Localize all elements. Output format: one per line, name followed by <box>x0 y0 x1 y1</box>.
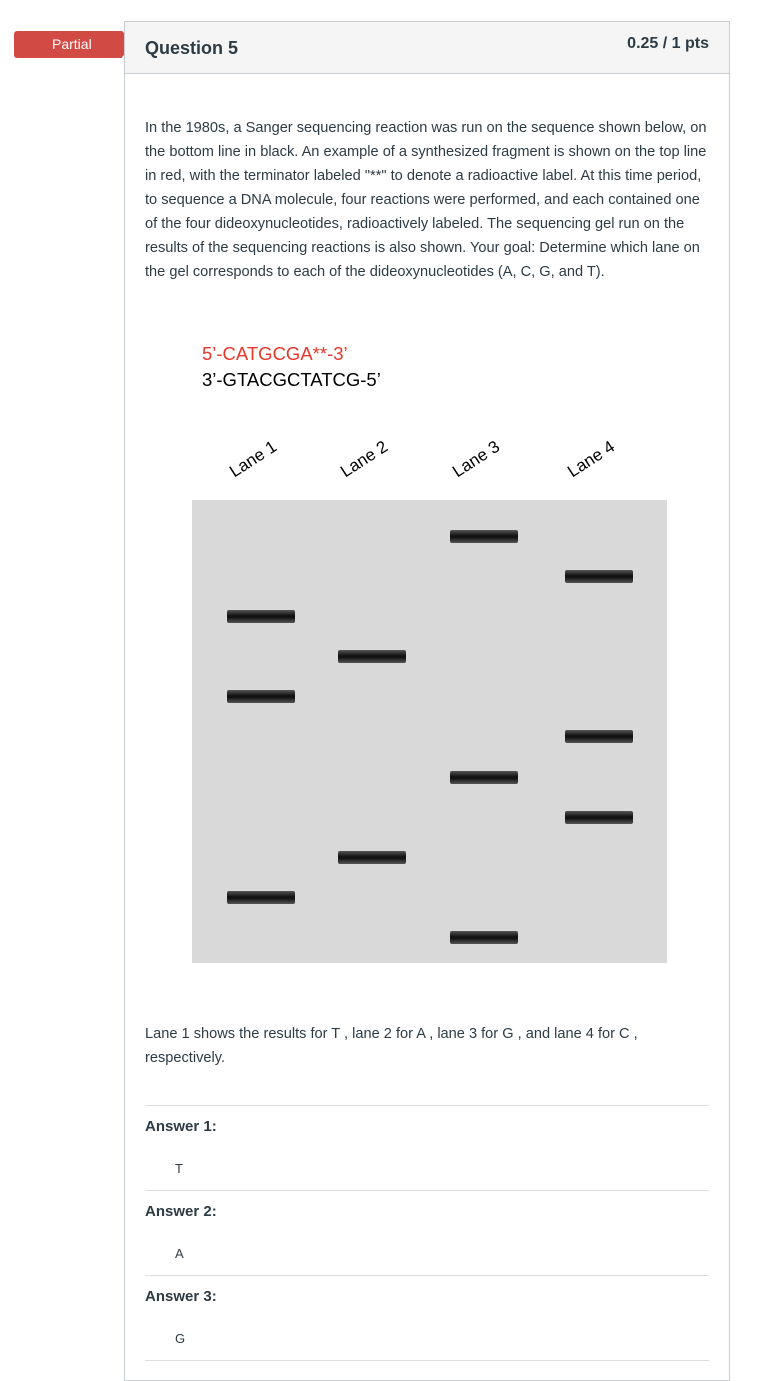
gel-band-lane4 <box>565 730 633 743</box>
gel-band-lane1 <box>227 891 295 904</box>
question-text: In the 1980s, a Sanger sequencing reaction was run on the sequence shown below, on the bottom line in black. An example of a synthesized fragment is shown on the top line in red, with the terminator labeled "**" to denote a radioactive label. At this time period, to sequence a DNA molecule, four reactions were performed, and each contained one of the four dideoxynucleotides, radioactively labeled. The sequencing gel run on the results of the sequencing reactions is also shown. Your goal: Determine which lane on the gel corresponds to each of the dideoxynucleotides (A, C, G, and T). <box>145 120 707 280</box>
sequencing-gel <box>192 500 667 963</box>
gel-band-lane2 <box>338 851 406 864</box>
sequence-bottom-template: 3’-GTACGCTATCG-5’ <box>202 369 381 390</box>
question-header <box>125 22 729 74</box>
answer-label: Answer 3: <box>145 1288 217 1305</box>
gel-band-lane1 <box>227 690 295 703</box>
partial-badge: Partial <box>14 31 122 58</box>
answer-divider <box>145 1360 709 1361</box>
answer-block-2 <box>145 1190 709 1276</box>
gel-band-lane2 <box>338 650 406 663</box>
lane-label-4: Lane 4 <box>564 436 619 482</box>
result-text: Lane 1 shows the results for T , lane 2 for A , lane 3 for G , and lane 4 for C , respectively. <box>145 1026 638 1066</box>
gel-band-lane3 <box>450 771 518 784</box>
question-card <box>124 21 730 1381</box>
lane-label-2: Lane 2 <box>337 436 392 482</box>
question-title: Question 5 <box>145 38 239 58</box>
answer-value: G <box>175 1331 186 1346</box>
gel-band-lane1 <box>227 610 295 623</box>
lane-label-1: Lane 1 <box>226 436 281 482</box>
gel-band-lane4 <box>565 570 633 583</box>
answer-label: Answer 2: <box>145 1203 217 1220</box>
answer-label: Answer 1: <box>145 1118 217 1135</box>
question-points: 0.25 / 1 pts <box>627 35 709 52</box>
lane-label-3: Lane 3 <box>449 436 504 482</box>
gel-band-lane3 <box>450 530 518 543</box>
gel-band-lane3 <box>450 931 518 944</box>
answer-value: T <box>175 1161 183 1176</box>
answer-block-1 <box>145 1105 709 1191</box>
answer-value: A <box>175 1246 184 1261</box>
gel-band-lane4 <box>565 811 633 824</box>
sequence-top-fragment: 5’-CATGCGA**-3’ <box>202 343 348 364</box>
answer-block-3 <box>145 1275 709 1361</box>
